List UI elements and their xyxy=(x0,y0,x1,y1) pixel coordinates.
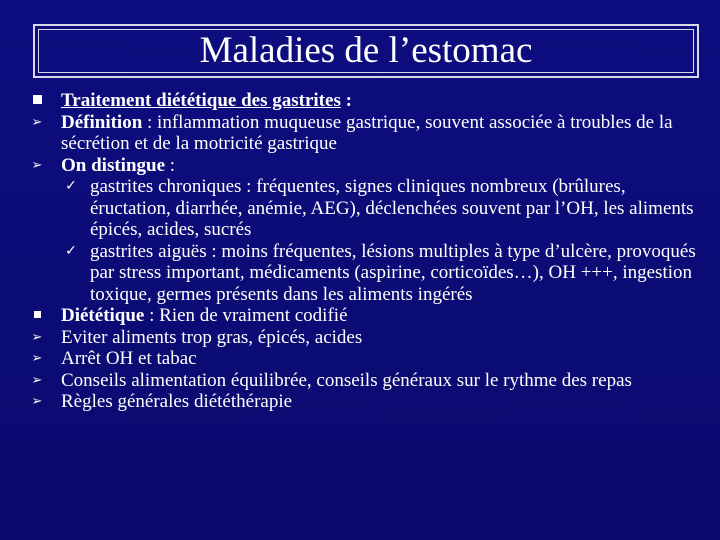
item-heading: Traitement diététique des gastrites xyxy=(61,90,341,111)
checkmark-bullet-icon: ✓ xyxy=(65,242,77,259)
item-text: : xyxy=(165,154,176,176)
item-label: Définition xyxy=(61,111,143,133)
sub-item-text: gastrites chroniques : fréquentes, signes cliniques nombreux (brûlures, éructation, diarrhée, anémie, AEG), déclenchées souvent par l’OH, les aliments épicés, acides, sucrés xyxy=(90,176,694,240)
item-heading-suffix: : xyxy=(340,90,352,111)
sub-item-acute xyxy=(0,241,720,306)
bullet-item-dietetics xyxy=(0,305,720,327)
sub-item-text: gastrites aiguës : moins fréquentes, lésions multiples à type d’ulcère, provoqués par stress important, médicaments (aspirine, corticoïdes…), OH +++, ingestion toxique, germes présents dans les aliments ingérés xyxy=(90,240,696,305)
item-label: On distingue xyxy=(61,154,166,176)
arrow-bullet-icon: ➢ xyxy=(31,351,43,366)
arrow-bullet-icon: ➢ xyxy=(31,372,43,388)
item-text: : inflammation muqueuse gastrique, souvent associée à troubles de la sécrétion et de la motricité gastrique xyxy=(61,111,673,154)
sub-item-chronic xyxy=(0,176,720,241)
item-text: : Rien de vraiment codifié xyxy=(144,305,348,326)
bullet-item-distinguish xyxy=(0,155,720,177)
item-text: Eviter aliments trop gras, épicés, acides xyxy=(61,326,363,348)
arrow-bullet-icon: ➢ xyxy=(31,394,43,409)
bullet-item-treatment xyxy=(0,90,720,112)
slide-title: Maladies de l’estomac xyxy=(199,30,533,71)
bullet-item-stop xyxy=(0,348,720,370)
item-label: Diététique xyxy=(61,305,145,326)
item-text: Arrêt OH et tabac xyxy=(61,348,197,369)
item-text: Règles générales diététhérapie xyxy=(61,391,293,412)
arrow-bullet-icon: ➢ xyxy=(31,157,43,173)
bullet-item-avoid xyxy=(0,327,720,349)
arrow-bullet-icon: ➢ xyxy=(31,114,43,130)
bullet-item-advice xyxy=(0,370,720,392)
square-bullet-icon xyxy=(30,90,44,112)
arrow-bullet-icon: ➢ xyxy=(31,329,43,345)
bullet-item-definition xyxy=(0,112,720,155)
slide-content xyxy=(0,90,720,413)
checkmark-bullet-icon: ✓ xyxy=(65,178,77,194)
bullet-item-rules xyxy=(0,391,720,413)
square-bullet-icon xyxy=(30,305,44,327)
item-text: Conseils alimentation équilibrée, conseils généraux sur le rythme des repas xyxy=(61,369,632,391)
